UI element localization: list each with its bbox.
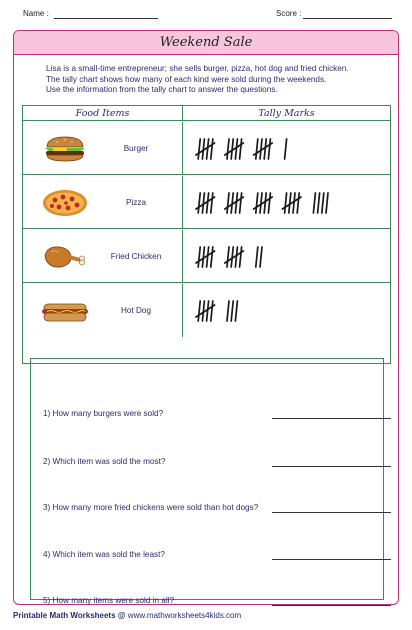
tally-stroke xyxy=(207,301,209,321)
footer xyxy=(13,611,241,620)
question-item xyxy=(31,594,383,608)
tally-stroke xyxy=(235,139,237,159)
question-text: 4) Which item was sold the least? xyxy=(43,550,165,559)
pizza-icon xyxy=(41,188,89,218)
score-label: Score : xyxy=(276,9,302,18)
burger-icon xyxy=(41,134,89,164)
tally-stroke xyxy=(198,301,200,321)
tally-stroke xyxy=(326,193,328,213)
score-answer-line[interactable] xyxy=(303,18,392,19)
table-header xyxy=(23,106,390,121)
answer-line[interactable] xyxy=(272,418,391,419)
question-text: 5) How many items were sold in all? xyxy=(43,596,175,605)
tally-marks xyxy=(183,284,390,337)
tally-table xyxy=(22,105,391,364)
question-item xyxy=(31,455,383,469)
title-bar xyxy=(14,31,398,55)
tally-stroke xyxy=(293,193,295,213)
question-item xyxy=(31,407,383,421)
tally-stroke xyxy=(240,139,242,159)
tally-stroke xyxy=(318,193,320,213)
tally-stroke xyxy=(235,301,237,321)
footer-url[interactable]: www.mathworksheets4kids.com xyxy=(127,611,242,620)
tally-stroke xyxy=(207,247,209,267)
tally-stroke xyxy=(211,193,213,213)
answer-line[interactable] xyxy=(272,466,391,467)
intro-line-1: Lisa is a small-time entrepreneur; she sells burger, pizza, hot dog and fried chicken. xyxy=(46,64,349,73)
table-row xyxy=(23,176,390,229)
tally-marks xyxy=(183,176,390,229)
tally-stroke xyxy=(240,247,242,267)
tally-stroke xyxy=(198,193,200,213)
header-row xyxy=(0,9,412,25)
tally-stroke xyxy=(231,301,233,321)
question-text: 1) How many burgers were sold? xyxy=(43,409,164,418)
tally-stroke xyxy=(268,193,270,213)
tally-stroke xyxy=(256,247,258,267)
tally-stroke xyxy=(227,193,229,213)
tally-cell xyxy=(183,230,390,282)
tally-stroke xyxy=(256,193,258,213)
tally-stroke xyxy=(260,247,262,267)
worksheet-frame xyxy=(13,30,399,605)
food-name: Pizza xyxy=(125,197,147,207)
question-item xyxy=(31,548,383,562)
tally-stroke xyxy=(240,193,242,213)
food-name: Hot Dog xyxy=(120,306,152,315)
tally-stroke xyxy=(256,139,258,159)
tally-stroke xyxy=(297,193,299,213)
table-row xyxy=(23,284,390,337)
name-answer-line[interactable] xyxy=(54,18,158,19)
tally-stroke xyxy=(198,139,200,159)
tally-cell xyxy=(183,176,390,228)
col-header-food: Food Items xyxy=(23,106,183,121)
question-text: 3) How many more fried chickens were sold than hot dogs? xyxy=(43,503,259,512)
fried-chicken-icon xyxy=(41,242,89,272)
question-item xyxy=(31,501,383,515)
worksheet-title: Weekend Sale xyxy=(159,35,253,50)
tally-stroke xyxy=(235,193,237,213)
answer-line[interactable] xyxy=(272,559,391,560)
tally-cell xyxy=(183,122,390,174)
question-text: 2) Which item was sold the most? xyxy=(43,457,166,466)
tally-stroke xyxy=(211,139,213,159)
tally-stroke xyxy=(264,139,266,159)
food-cell xyxy=(23,176,183,228)
tally-stroke xyxy=(285,139,287,159)
col-header-tally: Tally Marks xyxy=(258,108,315,119)
footer-brand: Printable Math Worksheets @ xyxy=(13,611,128,620)
tally-stroke xyxy=(211,301,213,321)
tally-stroke xyxy=(264,193,266,213)
table-row xyxy=(23,230,390,283)
tally-stroke xyxy=(198,247,200,267)
tally-stroke xyxy=(322,193,324,213)
hot-dog-icon xyxy=(41,296,89,326)
food-name: Fried Chicken xyxy=(110,251,162,261)
tally-stroke xyxy=(285,193,287,213)
table-row xyxy=(23,122,390,175)
tally-stroke xyxy=(227,301,229,321)
intro-text xyxy=(46,64,386,96)
answer-line[interactable] xyxy=(272,512,391,513)
questions-box xyxy=(30,358,384,605)
name-label: Name : xyxy=(23,9,49,18)
tally-marks xyxy=(183,122,390,175)
tally-stroke xyxy=(207,139,209,159)
tally-stroke xyxy=(207,193,209,213)
tally-stroke xyxy=(227,139,229,159)
tally-marks xyxy=(183,230,390,283)
answer-line[interactable] xyxy=(272,605,391,606)
tally-stroke xyxy=(268,139,270,159)
food-cell xyxy=(23,122,183,174)
food-name: Burger xyxy=(123,143,149,153)
intro-line-2: The tally chart shows how many of each kind were sold during the weekends. xyxy=(46,74,327,84)
tally-stroke xyxy=(313,193,315,213)
tally-stroke xyxy=(235,247,237,267)
tally-cell xyxy=(183,284,390,337)
intro-line-3: Use the information from the tally chart to answer the questions. xyxy=(46,85,278,94)
food-cell xyxy=(23,230,183,282)
food-cell xyxy=(23,284,183,337)
tally-stroke xyxy=(211,247,213,267)
tally-stroke xyxy=(227,247,229,267)
